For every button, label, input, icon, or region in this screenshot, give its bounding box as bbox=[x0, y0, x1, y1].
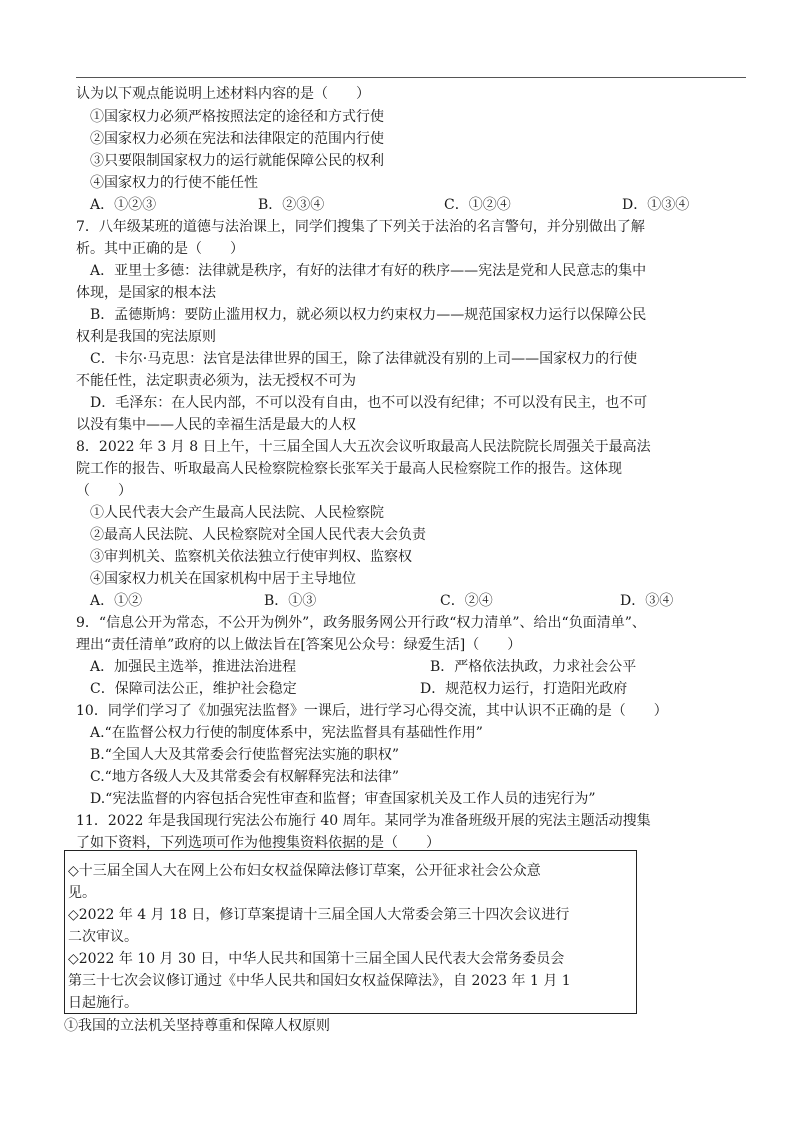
header-rule bbox=[76, 77, 746, 78]
q11-line-2: 了如下资料，下列选项可作为他搜集资料依据的是（ ） bbox=[76, 835, 440, 851]
q10-option-a: A.“在监督公权力行使的制度体系中，宪法监督具有基础性作用” bbox=[90, 725, 483, 741]
q8-option-a: A．①② bbox=[90, 593, 143, 609]
q8-item-3: ③审判机关、监察机关依法独立行使审判权、监察权 bbox=[90, 549, 412, 565]
box-line-7: 日起施行。 bbox=[68, 995, 138, 1011]
q8-item-1: ①人民代表大会产生最高人民法院、人民检察院 bbox=[90, 505, 384, 521]
box-line-2: 见。 bbox=[68, 885, 96, 901]
q7-option-a-1: A．亚里士多德：法律就是秩序，有好的法律才有好的秩序——宪法是党和人民意志的集中 bbox=[90, 263, 647, 279]
box-line-6: 第三十七次会议修订通过《中华人民共和国妇女权益保障法》，自 2023 年 1 月 1 bbox=[68, 973, 571, 989]
q8-item-4: ④国家权力机关在国家机构中居于主导地位 bbox=[90, 571, 356, 587]
q9-option-d: D．规范权力运行，打造阳光政府 bbox=[420, 681, 628, 697]
q7-line-1: 7．八年级某班的道德与法治课上，同学们搜集了下列关于法治的名言警句，并分别做出了解 bbox=[76, 219, 645, 235]
q6-item-4: ④国家权力的行使不能任性 bbox=[90, 175, 258, 191]
q9-line-1: 9．“信息公开为常态，不公开为例外”，政务服务网公开行政“权力清单”、给出“负面清单”、 bbox=[76, 615, 646, 631]
q8-line-3: （ ） bbox=[76, 483, 132, 499]
q8-option-b: B．①③ bbox=[264, 593, 317, 609]
q6-option-d: D．①③④ bbox=[622, 197, 690, 213]
q6-item-2: ②国家权力必须在宪法和法律限定的范围内行使 bbox=[90, 131, 384, 147]
q7-option-a-2: 体现，是国家的根本法 bbox=[76, 285, 216, 301]
q8-option-c: C．②④ bbox=[440, 593, 493, 609]
box-line-5: ◇2022 年 10 月 30 日，中华人民共和国第十三届全国人民代表大会常务委员会 bbox=[68, 951, 565, 967]
q8-line-1: 8．2022 年 3 月 8 日上午，十三届全国人大五次会议听取最高人民法院院长周强关于最高法 bbox=[76, 439, 651, 455]
q10-option-d: D.“宪法监督的内容包括合宪性审查和监督；审查国家机关及工作人员的违宪行为” bbox=[90, 791, 596, 807]
q7-option-b-2: 权利是我国的宪法原则 bbox=[76, 329, 216, 345]
q6-item-1: ①国家权力必须严格按照法定的途径和方式行使 bbox=[90, 109, 384, 125]
box-line-4: 二次审议。 bbox=[68, 929, 138, 945]
q9-line-2: 理出“责任清单”政府的以上做法旨在[答案见公众号：绿爱生活]（ ） bbox=[76, 637, 522, 653]
q6-option-b: B．②③④ bbox=[258, 197, 325, 213]
q8-option-d: D．③④ bbox=[620, 593, 674, 609]
q10-option-b: B.“全国人大及其常委会行使监督宪法实施的职权” bbox=[90, 747, 400, 763]
q9-option-a: A．加强民主选举，推进法治进程 bbox=[90, 659, 297, 675]
q6-stem: 认为以下观点能说明上述材料内容的是（ ） bbox=[76, 86, 370, 102]
q7-option-c-2: 不能任性，法定职责必须为，法无授权不可为 bbox=[76, 373, 356, 389]
q9-option-c: C．保障司法公正，维护社会稳定 bbox=[90, 681, 297, 697]
q7-option-c-1: C．卡尔·马克思：法官是法律世界的国王，除了法律就没有别的上司——国家权力的行使 bbox=[90, 351, 638, 367]
q6-option-a: A．①②③ bbox=[90, 197, 157, 213]
q8-line-2: 院工作的报告、听取最高人民检察院检察长张军关于最高人民检察院工作的报告。这体现 bbox=[76, 461, 622, 477]
q11-line-1: 11．2022 年是我国现行宪法公布施行 40 周年。某同学为准备班级开展的宪法主题活动搜集 bbox=[76, 813, 651, 829]
q7-option-d-1: D．毛泽东：在人民内部，不可以没有自由，也不可以没有纪律；不可以没有民主，也不可 bbox=[90, 395, 648, 411]
q9-option-b: B．严格依法执政，力求社会公平 bbox=[430, 659, 637, 675]
q10-option-c: C.“地方各级人大及其常委会有权解释宪法和法律” bbox=[90, 769, 399, 785]
q11-item-1: ①我国的立法机关坚持尊重和保障人权原则 bbox=[64, 1018, 330, 1034]
box-line-3: ◇2022 年 4 月 18 日，修订草案提请十三届全国人大常委会第三十四次会议进行 bbox=[68, 907, 570, 923]
q7-line-2: 析。其中正确的是（ ） bbox=[76, 241, 244, 257]
box-line-1: ◇十三届全国人大在网上公布妇女权益保障法修订草案，公开征求社会公众意 bbox=[68, 863, 541, 879]
q8-item-2: ②最高人民法院、人民检察院对全国人民代表大会负责 bbox=[90, 527, 426, 543]
q10-stem: 10．同学们学习了《加强宪法监督》一课后，进行学习心得交流，其中认识不正确的是（ ） bbox=[76, 703, 668, 719]
q7-option-d-2: 以没有集中——人民的幸福生活是最大的人权 bbox=[76, 417, 356, 433]
q6-item-3: ③只要限制国家权力的运行就能保障公民的权利 bbox=[90, 153, 384, 169]
q7-option-b-1: B．孟德斯鸠：要防止滥用权力，就必须以权力约束权力——规范国家权力运行以保障公民 bbox=[90, 307, 647, 323]
q6-option-c: C．①②④ bbox=[444, 197, 511, 213]
